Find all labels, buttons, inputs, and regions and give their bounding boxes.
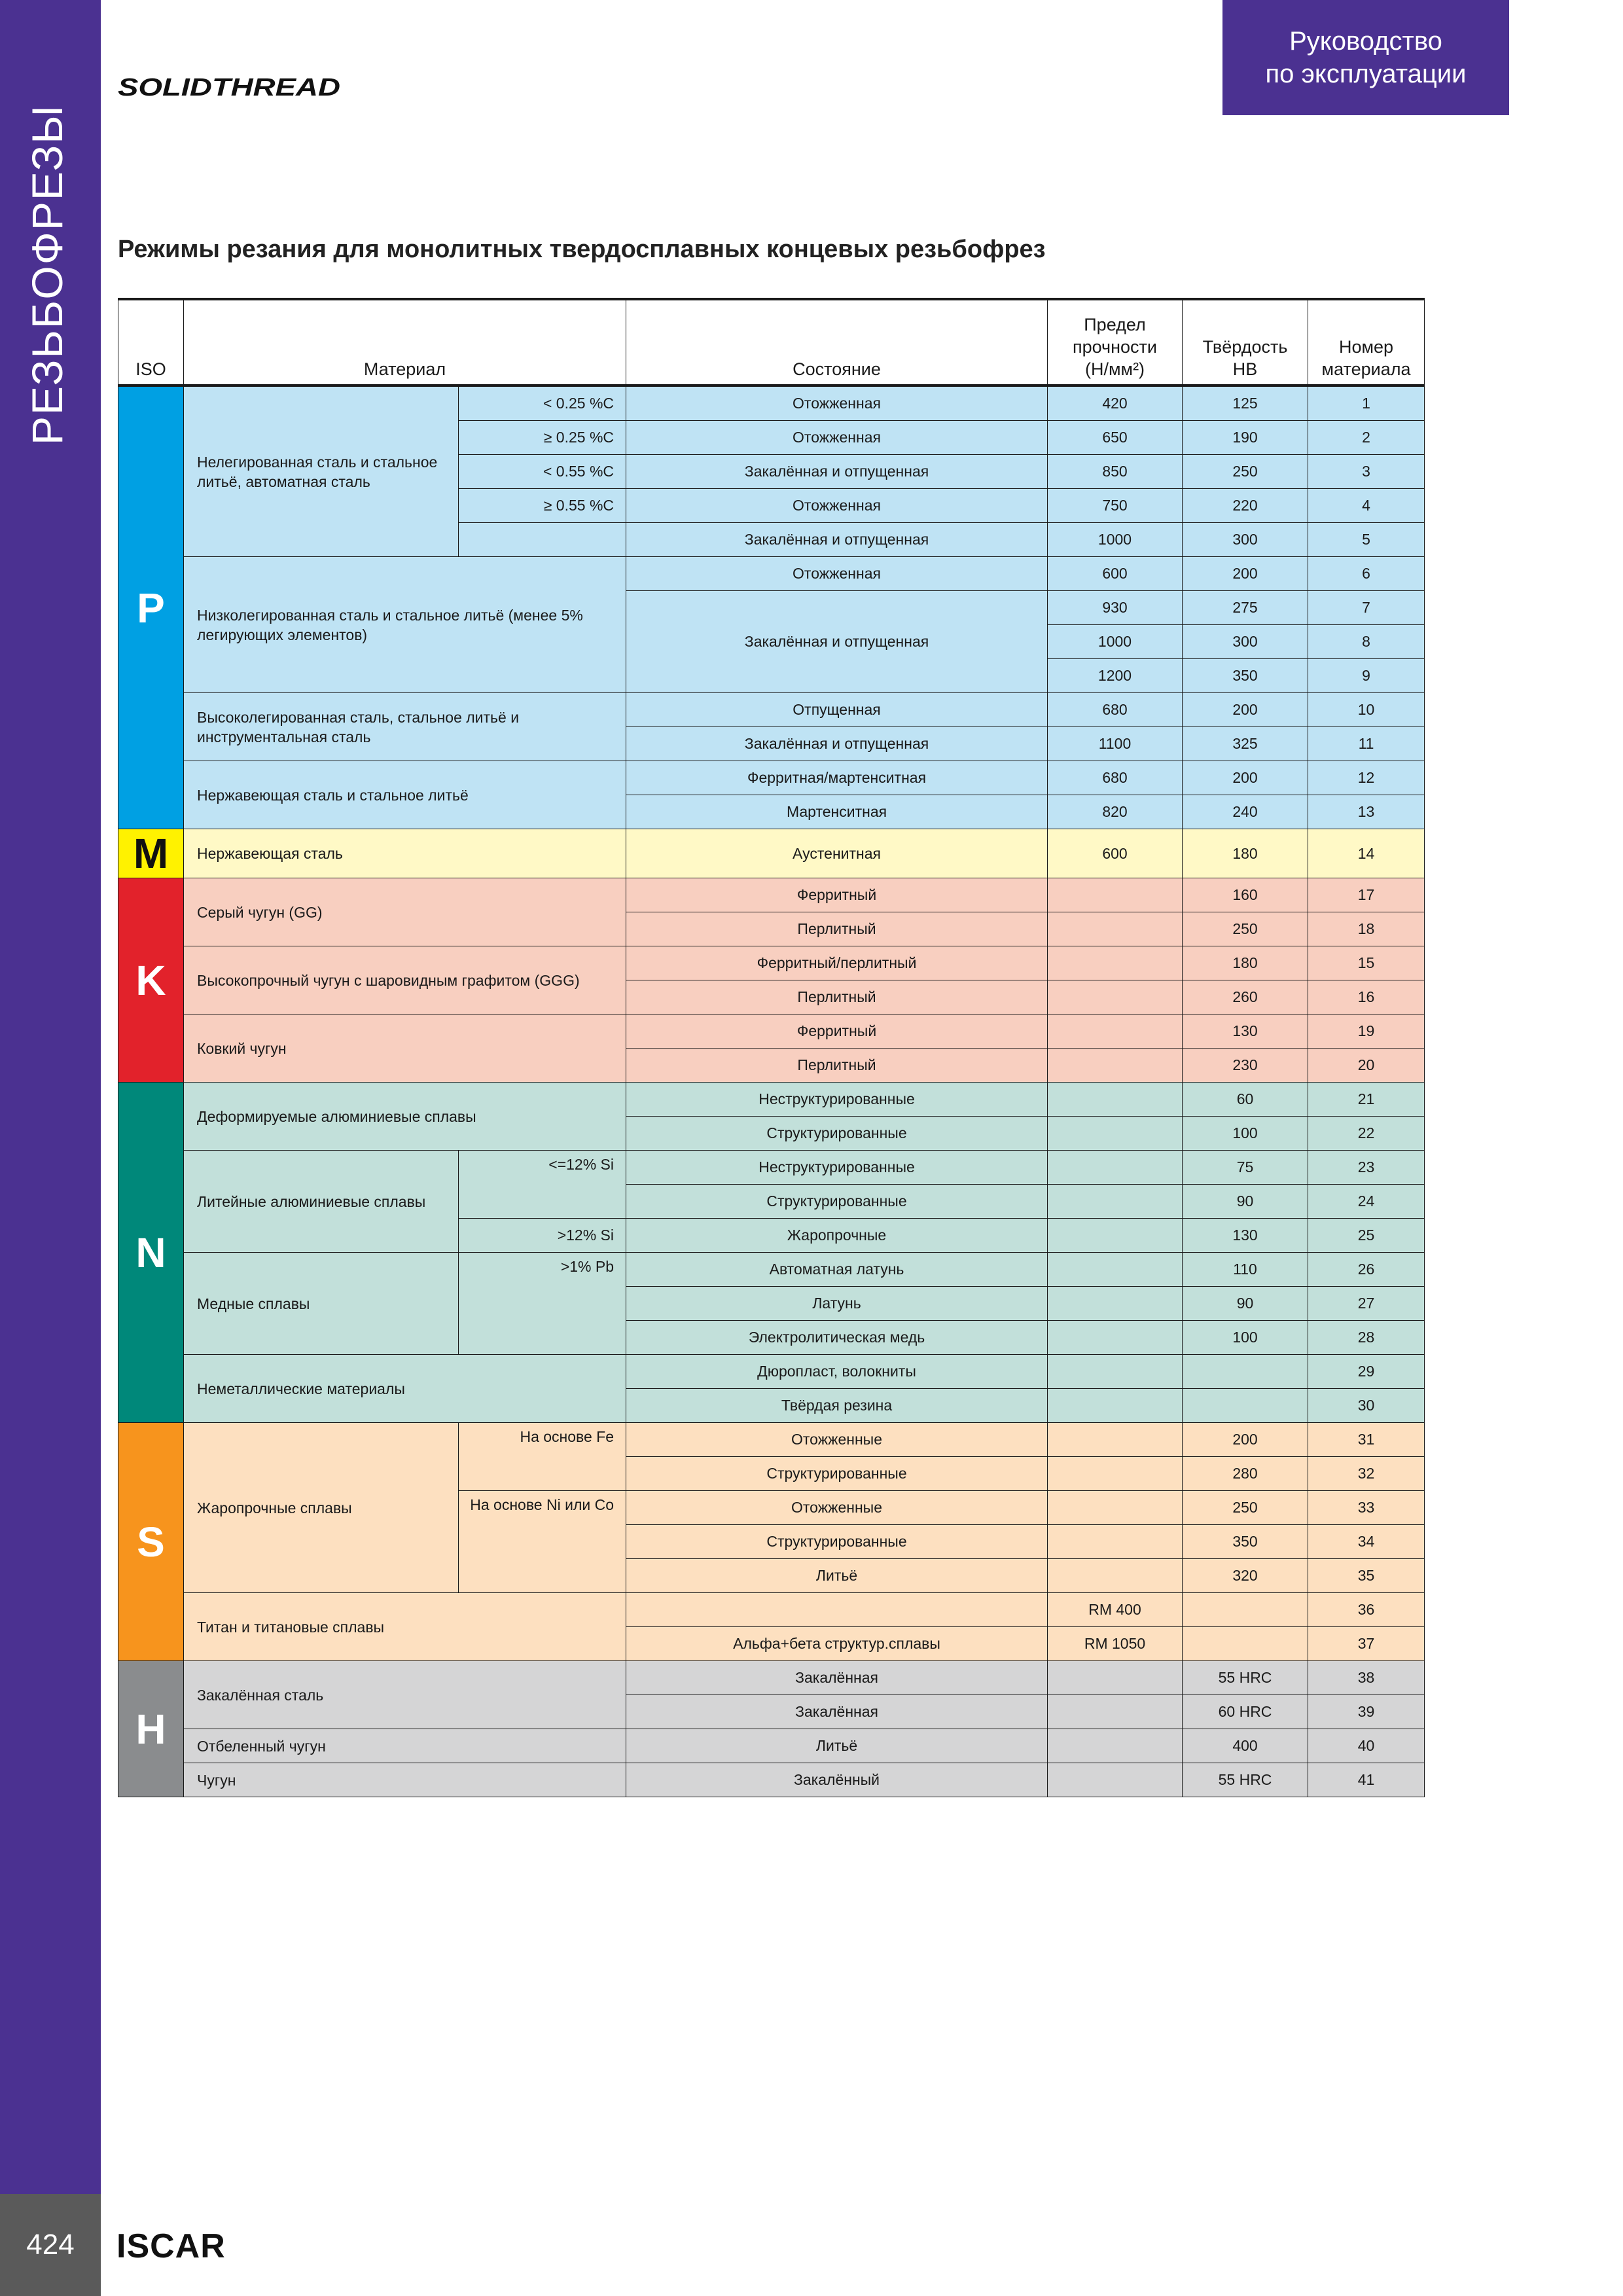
state-cell: Латунь xyxy=(626,1287,1048,1321)
state-cell: Структурированные xyxy=(626,1457,1048,1491)
hardness-cell: 110 xyxy=(1183,1253,1308,1287)
solidthread-logo xyxy=(118,71,347,102)
state-cell: Литьё xyxy=(626,1729,1048,1763)
strength-cell: 420 xyxy=(1048,386,1183,421)
state-cell: Перлитный xyxy=(626,980,1048,1014)
strength-cell xyxy=(1048,1763,1183,1797)
material-cell: Нержавеющая сталь xyxy=(184,829,626,878)
material-number-cell: 20 xyxy=(1308,1049,1425,1083)
material-number-cell: 34 xyxy=(1308,1525,1425,1559)
material-subtype-cell: ≥ 0.25 %C xyxy=(459,421,626,455)
header-material: Материал xyxy=(184,299,626,386)
table-row xyxy=(118,386,1425,421)
state-cell: Литьё xyxy=(626,1559,1048,1593)
material-number-cell: 12 xyxy=(1308,761,1425,795)
hardness-cell: 200 xyxy=(1183,693,1308,727)
state-cell: Альфа+бета структур.сплавы xyxy=(626,1627,1048,1661)
state-cell: Структурированные xyxy=(626,1117,1048,1151)
material-number-cell: 11 xyxy=(1308,727,1425,761)
state-cell: Отожженная xyxy=(626,386,1048,421)
table-row xyxy=(118,829,1425,878)
iso-group-p: P xyxy=(118,386,184,829)
strength-cell: 600 xyxy=(1048,557,1183,591)
strength-cell xyxy=(1048,1253,1183,1287)
state-cell: Ферритная/мартенситная xyxy=(626,761,1048,795)
state-cell: Отпущенная xyxy=(626,693,1048,727)
material-subtype-cell: На основе Fe xyxy=(459,1423,626,1491)
material-number-cell: 8 xyxy=(1308,625,1425,659)
material-number-cell: 15 xyxy=(1308,946,1425,980)
strength-cell xyxy=(1048,1389,1183,1423)
hardness-cell: 55 HRC xyxy=(1183,1763,1308,1797)
cutting-data-table xyxy=(118,298,1425,1797)
material-number-cell: 30 xyxy=(1308,1389,1425,1423)
state-cell: Структурированные xyxy=(626,1525,1048,1559)
manual-line-2: по эксплуатации xyxy=(1265,60,1467,88)
state-cell: Структурированные xyxy=(626,1185,1048,1219)
hardness-cell: 60 xyxy=(1183,1083,1308,1117)
hardness-cell: 125 xyxy=(1183,386,1308,421)
material-number-cell: 23 xyxy=(1308,1151,1425,1185)
table-row xyxy=(118,1423,1425,1457)
material-number-cell: 2 xyxy=(1308,421,1425,455)
hardness-cell: 75 xyxy=(1183,1151,1308,1185)
strength-cell xyxy=(1048,1321,1183,1355)
material-number-cell: 22 xyxy=(1308,1117,1425,1151)
material-number-cell: 41 xyxy=(1308,1763,1425,1797)
manual-label xyxy=(1222,0,1509,115)
hardness-cell: 275 xyxy=(1183,591,1308,625)
strength-cell: RM 400 xyxy=(1048,1593,1183,1627)
table-row xyxy=(118,878,1425,912)
material-number-cell: 7 xyxy=(1308,591,1425,625)
table-row xyxy=(118,761,1425,795)
material-number-cell: 1 xyxy=(1308,386,1425,421)
material-number-cell: 17 xyxy=(1308,878,1425,912)
material-number-cell: 40 xyxy=(1308,1729,1425,1763)
iso-group-s: S xyxy=(118,1423,184,1661)
strength-cell xyxy=(1048,878,1183,912)
iso-group-h: H xyxy=(118,1661,184,1797)
hardness-cell xyxy=(1183,1593,1308,1627)
strength-cell xyxy=(1048,912,1183,946)
material-number-cell: 28 xyxy=(1308,1321,1425,1355)
hardness-cell: 220 xyxy=(1183,489,1308,523)
hardness-cell: 230 xyxy=(1183,1049,1308,1083)
material-number-cell: 13 xyxy=(1308,795,1425,829)
material-cell: Жаропрочные сплавы xyxy=(184,1423,459,1593)
material-cell: Нелегированная сталь и стальное литьё, автоматная сталь xyxy=(184,386,459,557)
strength-cell xyxy=(1048,1185,1183,1219)
material-number-cell: 29 xyxy=(1308,1355,1425,1389)
hardness-cell: 325 xyxy=(1183,727,1308,761)
state-cell: Отожженная xyxy=(626,421,1048,455)
material-number-cell: 18 xyxy=(1308,912,1425,946)
strength-cell xyxy=(1048,1049,1183,1083)
table-row xyxy=(118,1083,1425,1117)
strength-cell xyxy=(1048,1695,1183,1729)
material-number-cell: 38 xyxy=(1308,1661,1425,1695)
material-number-cell: 9 xyxy=(1308,659,1425,693)
hardness-cell: 160 xyxy=(1183,878,1308,912)
material-subtype-cell: ≥ 0.55 %C xyxy=(459,489,626,523)
material-subtype-cell: На основе Ni или Co xyxy=(459,1491,626,1593)
table-row xyxy=(118,1661,1425,1695)
table-row xyxy=(118,1593,1425,1627)
state-cell: Дюропласт, волокниты xyxy=(626,1355,1048,1389)
table-row xyxy=(118,1253,1425,1287)
hardness-cell xyxy=(1183,1355,1308,1389)
strength-cell xyxy=(1048,1014,1183,1049)
strength-cell: 820 xyxy=(1048,795,1183,829)
table-row xyxy=(118,693,1425,727)
hardness-cell: 130 xyxy=(1183,1219,1308,1253)
strength-cell xyxy=(1048,1729,1183,1763)
material-number-cell: 24 xyxy=(1308,1185,1425,1219)
strength-cell: 680 xyxy=(1048,761,1183,795)
strength-cell xyxy=(1048,1457,1183,1491)
state-cell: Неструктурированные xyxy=(626,1083,1048,1117)
strength-cell: RM 1050 xyxy=(1048,1627,1183,1661)
hardness-cell: 320 xyxy=(1183,1559,1308,1593)
hardness-cell: 300 xyxy=(1183,625,1308,659)
page-title: Режимы резания для монолитных твердосплавных концевых резьбофрез xyxy=(118,236,1046,263)
state-cell: Закалённый xyxy=(626,1763,1048,1797)
hardness-cell: 250 xyxy=(1183,1491,1308,1525)
manual-line-1: Руководство xyxy=(1289,27,1442,56)
strength-cell: 600 xyxy=(1048,829,1183,878)
strength-cell xyxy=(1048,946,1183,980)
state-cell: Закалённая и отпущенная xyxy=(626,455,1048,489)
material-number-cell: 16 xyxy=(1308,980,1425,1014)
hardness-cell xyxy=(1183,1627,1308,1661)
state-cell: Мартенситная xyxy=(626,795,1048,829)
table-row xyxy=(118,1151,1425,1185)
table-header-row xyxy=(118,299,1425,386)
header-iso: ISO xyxy=(118,299,184,386)
hardness-cell: 100 xyxy=(1183,1117,1308,1151)
material-cell: Деформируемые алюминиевые сплавы xyxy=(184,1083,626,1151)
state-cell: Закалённая и отпущенная xyxy=(626,727,1048,761)
hardness-cell: 200 xyxy=(1183,557,1308,591)
hardness-cell: 350 xyxy=(1183,1525,1308,1559)
iso-group-n: N xyxy=(118,1083,184,1423)
strength-cell xyxy=(1048,1151,1183,1185)
state-cell: Электролитическая медь xyxy=(626,1321,1048,1355)
material-number-cell: 21 xyxy=(1308,1083,1425,1117)
material-number-cell: 37 xyxy=(1308,1627,1425,1661)
table-row xyxy=(118,946,1425,980)
material-number-cell: 35 xyxy=(1308,1559,1425,1593)
state-cell: Ферритный/перлитный xyxy=(626,946,1048,980)
material-subtype-cell xyxy=(459,523,626,557)
hardness-cell: 90 xyxy=(1183,1287,1308,1321)
table-row xyxy=(118,1355,1425,1389)
material-number-cell: 39 xyxy=(1308,1695,1425,1729)
hardness-cell: 240 xyxy=(1183,795,1308,829)
state-cell: Жаропрочные xyxy=(626,1219,1048,1253)
strength-cell xyxy=(1048,1219,1183,1253)
strength-cell xyxy=(1048,1083,1183,1117)
strength-cell: 680 xyxy=(1048,693,1183,727)
table-row xyxy=(118,1729,1425,1763)
hardness-cell xyxy=(1183,1389,1308,1423)
table-row xyxy=(118,1763,1425,1797)
state-cell: Аустенитная xyxy=(626,829,1048,878)
material-cell: Отбеленный чугун xyxy=(184,1729,626,1763)
sidebar: РЕЗЬБОФРЕЗЫ xyxy=(0,0,101,2296)
material-cell: Низколегированная сталь и стальное литьё (менее 5% легирующих элементов) xyxy=(184,557,626,693)
material-cell: Высокопрочный чугун с шаровидным графитом (GGG) xyxy=(184,946,626,1014)
strength-cell xyxy=(1048,1491,1183,1525)
hardness-cell: 180 xyxy=(1183,946,1308,980)
strength-cell: 930 xyxy=(1048,591,1183,625)
material-number-cell: 19 xyxy=(1308,1014,1425,1049)
state-cell xyxy=(626,1593,1048,1627)
material-subtype-cell: >12% Si xyxy=(459,1219,626,1253)
material-cell: Нержавеющая сталь и стальное литьё xyxy=(184,761,626,829)
hardness-cell: 190 xyxy=(1183,421,1308,455)
material-number-cell: 26 xyxy=(1308,1253,1425,1287)
material-subtype-cell: >1% Pb xyxy=(459,1253,626,1355)
strength-cell: 1100 xyxy=(1048,727,1183,761)
hardness-cell: 300 xyxy=(1183,523,1308,557)
iso-group-m: M xyxy=(118,829,184,878)
header-state: Состояние xyxy=(626,299,1048,386)
state-cell: Ферритный xyxy=(626,1014,1048,1049)
state-cell: Закалённая xyxy=(626,1695,1048,1729)
state-cell: Отожженная xyxy=(626,489,1048,523)
hardness-cell: 100 xyxy=(1183,1321,1308,1355)
hardness-cell: 400 xyxy=(1183,1729,1308,1763)
page-number: 424 xyxy=(0,2194,101,2296)
hardness-cell: 90 xyxy=(1183,1185,1308,1219)
material-cell: Закалённая сталь xyxy=(184,1661,626,1729)
material-cell: Чугун xyxy=(184,1763,626,1797)
material-subtype-cell: <=12% Si xyxy=(459,1151,626,1219)
strength-cell xyxy=(1048,1117,1183,1151)
header-hardness: Твёрдость HB xyxy=(1183,299,1308,386)
hardness-cell: 200 xyxy=(1183,1423,1308,1457)
header-strength: Предел прочности (Н/мм²) xyxy=(1048,299,1183,386)
hardness-cell: 350 xyxy=(1183,659,1308,693)
strength-cell: 1000 xyxy=(1048,625,1183,659)
hardness-cell: 250 xyxy=(1183,455,1308,489)
material-number-cell: 10 xyxy=(1308,693,1425,727)
state-cell: Отожженные xyxy=(626,1423,1048,1457)
material-number-cell: 5 xyxy=(1308,523,1425,557)
header-number: Номер материала xyxy=(1308,299,1425,386)
state-cell: Закалённая и отпущенная xyxy=(626,523,1048,557)
hardness-cell: 280 xyxy=(1183,1457,1308,1491)
state-cell: Твёрдая резина xyxy=(626,1389,1048,1423)
material-cell: Титан и титановые сплавы xyxy=(184,1593,626,1661)
hardness-cell: 200 xyxy=(1183,761,1308,795)
state-cell: Отожженные xyxy=(626,1491,1048,1525)
hardness-cell: 250 xyxy=(1183,912,1308,946)
material-number-cell: 27 xyxy=(1308,1287,1425,1321)
material-cell: Литейные алюминиевые сплавы xyxy=(184,1151,459,1253)
strength-cell xyxy=(1048,1287,1183,1321)
material-subtype-cell: < 0.25 %C xyxy=(459,386,626,421)
state-cell: Отожженная xyxy=(626,557,1048,591)
material-number-cell: 6 xyxy=(1308,557,1425,591)
state-cell: Закалённая и отпущенная xyxy=(626,591,1048,693)
material-number-cell: 33 xyxy=(1308,1491,1425,1525)
material-number-cell: 36 xyxy=(1308,1593,1425,1627)
hardness-cell: 260 xyxy=(1183,980,1308,1014)
state-cell: Ферритный xyxy=(626,878,1048,912)
strength-cell xyxy=(1048,1661,1183,1695)
svg-text:SOLIDTHREAD: SOLIDTHREAD xyxy=(118,74,340,101)
material-number-cell: 31 xyxy=(1308,1423,1425,1457)
material-cell: Ковкий чугун xyxy=(184,1014,626,1083)
state-cell: Закалённая xyxy=(626,1661,1048,1695)
hardness-cell: 180 xyxy=(1183,829,1308,878)
material-number-cell: 32 xyxy=(1308,1457,1425,1491)
material-cell: Высоколегированная сталь, стальное литьё и инструментальная сталь xyxy=(184,693,626,761)
material-cell: Неметаллические материалы xyxy=(184,1355,626,1423)
material-number-cell: 25 xyxy=(1308,1219,1425,1253)
material-number-cell: 14 xyxy=(1308,829,1425,878)
hardness-cell: 130 xyxy=(1183,1014,1308,1049)
strength-cell: 1200 xyxy=(1048,659,1183,693)
table-row xyxy=(118,557,1425,591)
material-subtype-cell: < 0.55 %C xyxy=(459,455,626,489)
iscar-logo: ISCAR xyxy=(116,2227,226,2265)
material-cell: Медные сплавы xyxy=(184,1253,459,1355)
state-cell: Автоматная латунь xyxy=(626,1253,1048,1287)
strength-cell: 850 xyxy=(1048,455,1183,489)
material-cell: Серый чугун (GG) xyxy=(184,878,626,946)
strength-cell xyxy=(1048,1423,1183,1457)
iso-group-k: K xyxy=(118,878,184,1083)
strength-cell: 750 xyxy=(1048,489,1183,523)
strength-cell xyxy=(1048,980,1183,1014)
state-cell: Перлитный xyxy=(626,912,1048,946)
state-cell: Перлитный xyxy=(626,1049,1048,1083)
strength-cell xyxy=(1048,1559,1183,1593)
table-row xyxy=(118,1014,1425,1049)
strength-cell xyxy=(1048,1355,1183,1389)
hardness-cell: 60 HRC xyxy=(1183,1695,1308,1729)
material-number-cell: 3 xyxy=(1308,455,1425,489)
strength-cell: 650 xyxy=(1048,421,1183,455)
strength-cell xyxy=(1048,1525,1183,1559)
hardness-cell: 55 HRC xyxy=(1183,1661,1308,1695)
state-cell: Неструктурированные xyxy=(626,1151,1048,1185)
material-number-cell: 4 xyxy=(1308,489,1425,523)
strength-cell: 1000 xyxy=(1048,523,1183,557)
